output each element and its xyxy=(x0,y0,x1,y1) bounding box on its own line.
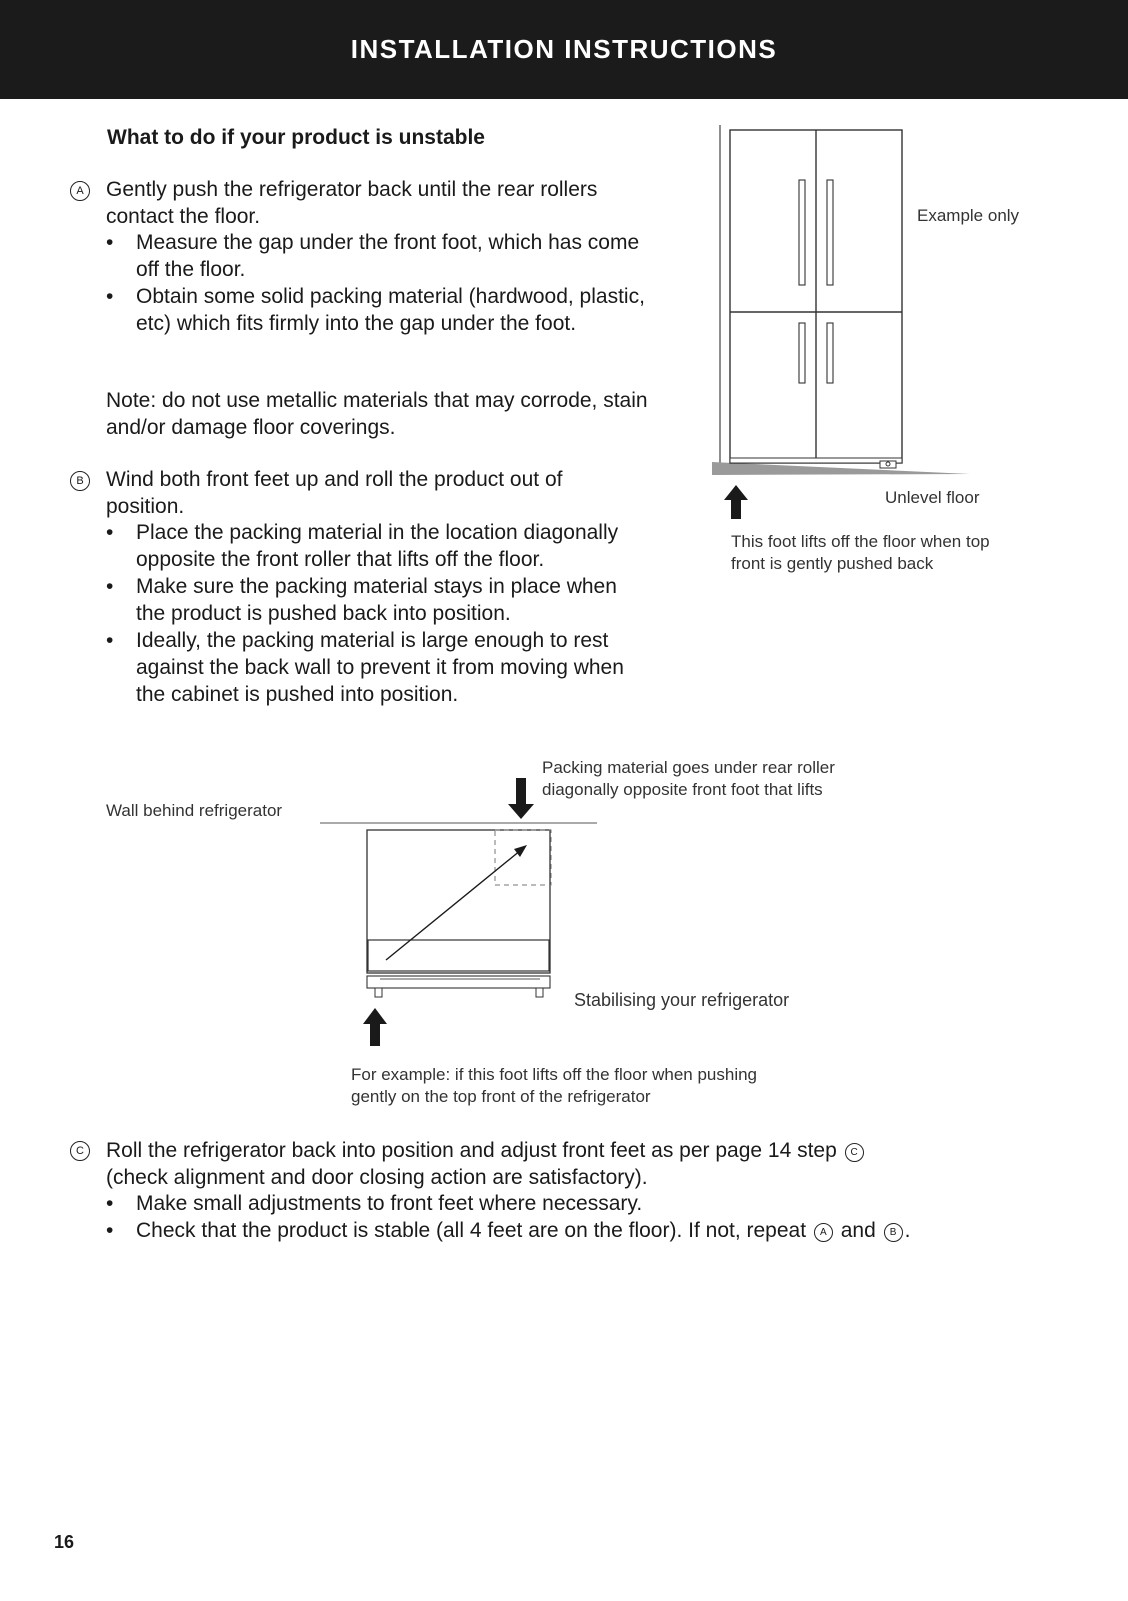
wall-label: Wall behind refrigerator xyxy=(106,801,283,820)
step-c-text-main: Roll the refrigerator back into position and adjust front feet as per page 14 step xyxy=(106,1139,837,1162)
page-number: 16 xyxy=(54,1532,75,1552)
section-title: What to do if your product is unstable xyxy=(107,126,485,149)
foot-lifts-caption: This foot lifts off the floor when top front is gently pushed back xyxy=(731,532,990,573)
step-b-marker: B xyxy=(70,471,90,491)
refrigerator-top-view-illustration xyxy=(320,778,605,1048)
step-b-ref-marker: B xyxy=(884,1223,903,1242)
and-text: and xyxy=(840,1219,876,1242)
step-b-bullet-1: • Place the packing material in the location diagonally opposite the front roller that lifts off the floor. xyxy=(106,519,651,573)
packing-material-caption: Packing material goes under rear roller diagonally opposite front foot that lifts xyxy=(542,758,835,799)
step-c-bullets xyxy=(106,1190,1066,1244)
step-c-bullet-1: • Make small adjustments to front feet where necessary. xyxy=(106,1190,1066,1217)
refrigerator-front-illustration xyxy=(712,125,982,525)
header-title: INSTALLATION INSTRUCTIONS xyxy=(350,34,778,64)
step-a-marker: A xyxy=(70,181,90,201)
step-c-bullet-2 xyxy=(106,1217,1066,1244)
example-caption: For example: if this foot lifts off the floor when pushing gently on the top front of the refrigerator xyxy=(351,1065,758,1106)
period-text: . xyxy=(904,1219,911,1242)
step-a-bullets xyxy=(106,229,666,337)
step-c-ref-marker: C xyxy=(845,1143,864,1162)
step-c-marker: C xyxy=(70,1141,90,1161)
step-c-text-tail: (check alignment and door closing action are satisfactory). xyxy=(106,1166,648,1189)
step-a-bullet-2: • Obtain some solid packing material (hardwood, plastic, etc) which fits firmly into the gap under the foot. xyxy=(106,283,666,337)
step-a-note: Note: do not use metallic materials that may corrode, stain and/or damage floor coverings. xyxy=(106,389,648,439)
step-a-text: Gently push the refrigerator back until the rear rollers contact the floor. xyxy=(106,178,598,228)
example-only-label: Example only xyxy=(917,206,1020,225)
figure-title: Stabilising your refrigerator xyxy=(574,990,790,1010)
page-header xyxy=(0,0,1128,99)
step-b-bullet-3: • Ideally, the packing material is large enough to rest against the back wall to prevent it from moving when the cabinet is pushed into position. xyxy=(106,627,651,708)
step-a-ref-marker: A xyxy=(814,1223,833,1242)
step-a-bullet-1: • Measure the gap under the front foot, which has come off the floor. xyxy=(106,229,666,283)
step-b-bullets xyxy=(106,519,651,708)
unlevel-floor-label: Unlevel floor xyxy=(885,488,980,507)
step-b-bullet-2: • Make sure the packing material stays in place when the product is pushed back into position. xyxy=(106,573,651,627)
step-c-text xyxy=(106,1137,1006,1191)
step-b-text: Wind both front feet up and roll the product out of position. xyxy=(106,468,563,518)
step-c-bullet-2-text: Check that the product is stable (all 4 feet are on the floor). If not, repeat xyxy=(136,1219,807,1242)
